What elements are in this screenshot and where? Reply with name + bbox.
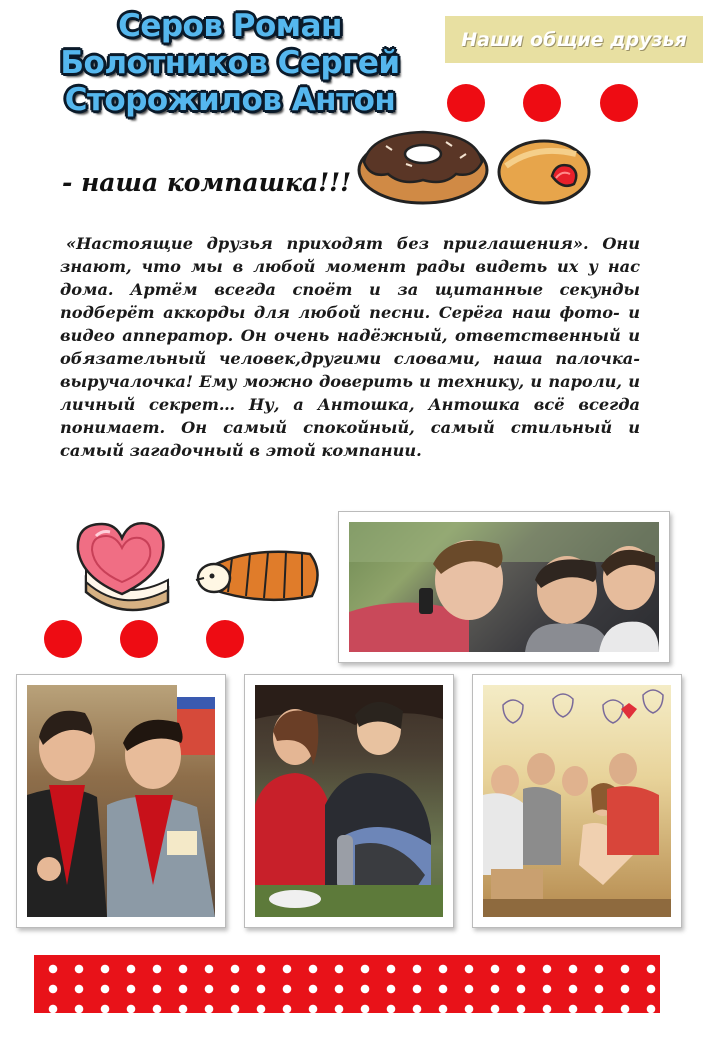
red-dot xyxy=(600,84,638,122)
name-line-1: Серов Роман xyxy=(118,8,342,44)
red-dot xyxy=(206,620,244,658)
names-header xyxy=(40,8,420,119)
photo-pioneers xyxy=(16,674,226,928)
donut-icon xyxy=(356,124,490,206)
name-line-3: Сторожилов Антон xyxy=(64,82,396,118)
pastry-roll-icon xyxy=(192,540,324,610)
photo-group-scene xyxy=(483,685,671,917)
photo-outdoors xyxy=(244,674,454,928)
photo-outdoors-scene xyxy=(255,685,443,917)
photo-car xyxy=(338,511,670,663)
tagline: - наша компашка!!! xyxy=(62,168,352,197)
heart-cake-icon xyxy=(72,516,176,614)
name-line-2: Болотников Сергей xyxy=(60,45,400,81)
photo-group xyxy=(472,674,682,928)
story-text: «Настоящие друзья приходят без приглашения». Они знают, что мы в любой момент рады видеть их у нас дома. Артём всегда споёт и за щитанные секунды подберёт аккорды для любой песни. Серёга наш фото- и видео апператор. Он очень надёжный, ответственный и обязательный человек,другими словами, наша палочка-выручалочка! Ему можно доверить и технику, и пароли, и личный секрет… Ну, а Антошка, Антошка всё всегда понимает. Он самый спокойный, самый стильный и самый загадочный в этой компании. xyxy=(60,234,640,460)
badge-label: Наши общие друзья xyxy=(461,28,687,51)
red-dot xyxy=(447,84,485,122)
red-dot xyxy=(120,620,158,658)
photo-car-scene xyxy=(349,522,659,652)
red-dot xyxy=(44,620,82,658)
common-friends-badge xyxy=(445,16,703,63)
polka-dot-ribbon xyxy=(34,955,660,1013)
red-dot xyxy=(523,84,561,122)
photo-pioneers-scene xyxy=(27,685,215,917)
bun-icon xyxy=(496,136,594,206)
